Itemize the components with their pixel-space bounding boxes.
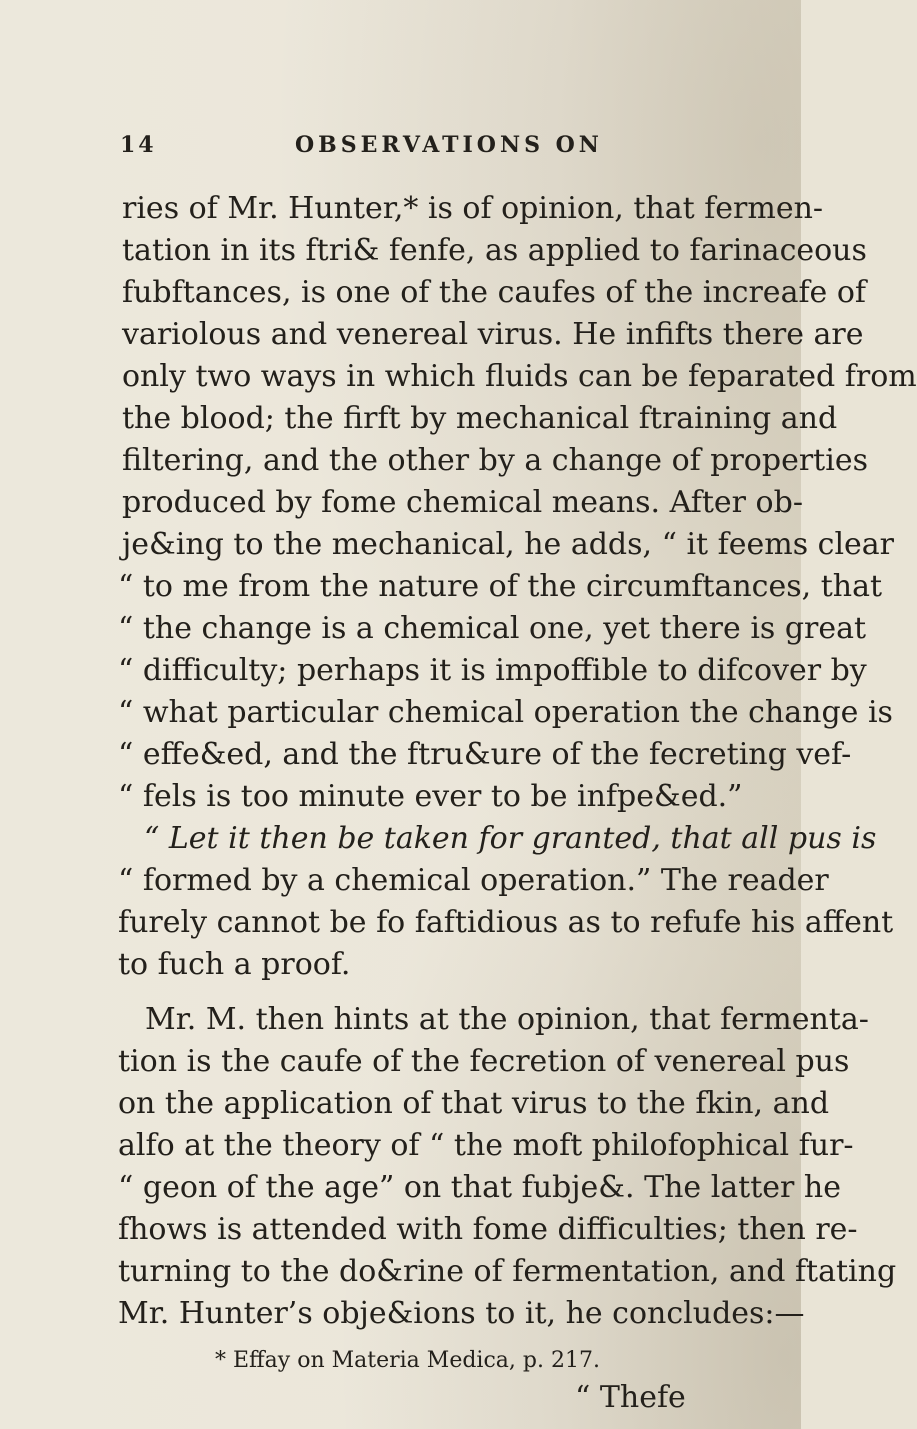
text-line: tation in its ftri& fenfe, as applied to farinaceous (122, 233, 867, 268)
text-line: to fuch a proof. (118, 947, 351, 982)
text-line: filtering, and the other by a change of properties (122, 443, 868, 478)
text-line: fhows is attended with fome difficulties; then re- (118, 1212, 858, 1247)
text-line: “ Let it then be taken for granted, that all pus is (144, 821, 877, 856)
text-line: Mr. Hunter’s obje&ions to it, he concludes:— (118, 1296, 805, 1331)
text-line: only two ways in which fluids can be feparated from (122, 359, 917, 394)
text-line: variolous and venereal virus. He infifts there are (122, 317, 864, 352)
text-line: “ difficulty; perhaps it is impoffible to difcover by (118, 653, 867, 688)
text-line: furely cannot be fo faftidious as to refufe his affent (118, 905, 894, 940)
footnote: * Effay on Materia Medica, p. 217. (215, 1348, 600, 1373)
text-line: tion is the caufe of the fecretion of venereal pus (118, 1044, 850, 1079)
catchword: “ Thefe (575, 1380, 686, 1415)
text-line: “ formed by a chemical operation.” The reader (118, 863, 829, 898)
text-line: “ geon of the age” on that fubje&. The latter he (118, 1170, 841, 1205)
text-line: “ what particular chemical operation the change is (118, 695, 893, 730)
text-line: alfo at the theory of “ the moft philofophical fur- (118, 1128, 854, 1163)
text-line: je&ing to the mechanical, he adds, “ it feems clear (122, 527, 895, 562)
text-line: “ effe&ed, and the ftru&ure of the fecreting vef- (118, 737, 852, 772)
text-line: ries of Mr. Hunter,* is of opinion, that fermen- (122, 191, 824, 226)
text-line: the blood; the firft by mechanical ftraining and (122, 401, 838, 436)
text-line: on the application of that virus to the fkin, and (118, 1086, 830, 1121)
text-line: “ fels is too minute ever to be infpe&ed.” (118, 779, 743, 814)
page-header (120, 132, 740, 164)
text-line: Mr. M. then hints at the opinion, that fermenta- (145, 1002, 869, 1037)
text-line: “ to me from the nature of the circumftances, that (118, 569, 883, 604)
page-number: 14 (120, 132, 157, 158)
text-line: fubftances, is one of the caufes of the increafe of (122, 275, 867, 310)
text-line: “ the change is a chemical one, yet there is great (118, 611, 867, 646)
running-head: OBSERVATIONS ON (295, 132, 603, 158)
text-line: turning to the do&rine of fermentation, and ftating (118, 1254, 897, 1289)
text-line: produced by fome chemical means. After ob- (122, 485, 803, 520)
